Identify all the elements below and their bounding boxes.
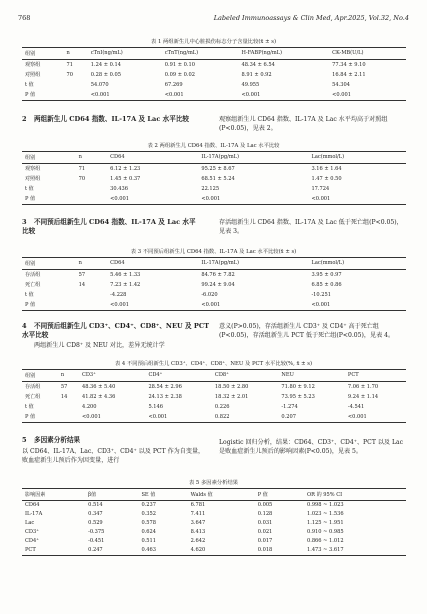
table-cell: 6.781 [190,502,206,509]
table-row [22,500,406,510]
table-cell: 3.16 ± 1.64 [311,165,342,172]
column-header: Walds 值 [188,489,255,501]
table-cell: -0.375 [88,529,105,536]
table-cell: <0.001 [347,413,367,420]
column-header: 组别 [22,48,63,60]
column-header: IL-17A(pg/mL) [198,152,308,164]
table-cell: -0.451 [88,538,105,545]
table3-caption: 表 3 不同预后组新生儿 CD64 指数、IL-17A 及 Lac 水平比较(x̄ ± s) [130,249,297,255]
table-cell: 71 [66,61,73,68]
table-row [22,546,406,556]
section-number: 4 [22,322,27,330]
table-cell: <0.001 [332,91,352,98]
table-cell: <0.001 [201,195,221,202]
table5 [22,488,406,556]
column-header: OR 的 95% CI [304,489,406,501]
section-5-heading [22,436,202,445]
table2 [22,151,406,205]
table-cell: 1.023 ~ 1.536 [306,511,344,518]
table-row [22,537,406,546]
table4-caption: 表 4 不同预后组新生儿 CD3⁺、CD4⁺、CD8⁺、NEU 及 PCT 水平比较(%, x̄ ± s) [114,361,313,367]
column-header: cTnI(ng/mL) [88,48,162,60]
table-cell: t 值 [25,292,34,299]
table-cell: 存活组 [25,272,41,279]
table-row [22,174,406,184]
table-cell: 67.269 [164,81,183,88]
section-title: 不同预后组新生儿 CD3⁺、CD4⁺、CD8⁺、NEU 及 PCT 水平比较 [22,322,210,339]
running-header [18,14,409,24]
table-cell: 71 [78,165,86,172]
table-row [22,90,406,101]
table-cell: <0.001 [311,301,331,308]
table-cell: 3.95 ± 0.97 [311,271,342,278]
table-cell: 5.146 [148,403,164,410]
table-cell: 0.237 [141,502,157,509]
table-cell: 71.80 ± 9.12 [281,383,315,390]
table-header-row [22,489,406,501]
table-cell: 8.413 [190,529,206,536]
table-cell: 6.12 ± 1.23 [110,165,141,172]
section-title: 两组新生儿 CD64 指数、IL-17A 及 Lac 水平比较 [34,115,190,123]
column-header: cTnT(ng/mL) [162,48,239,60]
table-cell: <0.001 [164,91,184,98]
table-cell: 1.45 ± 0.37 [110,175,141,182]
table-cell: 48.34 ± 6.54 [241,61,275,68]
column-header: n [76,152,107,164]
table-row [22,392,406,402]
table-cell: 6.85 ± 0.86 [311,281,342,288]
table-cell: 死亡组 [25,282,41,289]
table-cell: 95.25 ± 8.67 [201,165,235,172]
table-cell: 0.514 [88,502,103,509]
journal-name: Labeled Immunoassays & Clin Med, Apr.2025, Vol.32, No.4 [213,14,409,22]
table-cell: 17.724 [311,185,330,192]
table-cell: 18.32 ± 2.01 [214,393,249,400]
table-cell: CD3⁺ [25,529,39,536]
column-header: 组别 [22,152,76,164]
column-header: CD4⁺ [145,370,211,382]
section-5-body-right: Logistic 回归分析，结果：CD64、CD3⁺、CD4⁺、PCT 以及 Lac 是败血症新生儿预后的影响因素(P<0.05)，见表 5。 [219,439,404,455]
table-cell: 4.200 [81,403,97,410]
section-number: 3 [22,218,27,226]
column-header: Lac(mmol/L) [308,152,406,164]
table-cell: 41.82 ± 4.36 [81,393,116,400]
page-number: 768 [18,14,31,22]
table-cell: 0.207 [281,413,296,420]
column-header: 影响因素 [22,489,85,501]
table-cell: <0.001 [311,195,331,202]
table-cell: 54.304 [332,81,350,88]
table-cell: 0.347 [88,511,103,518]
table-cell: 57 [78,271,86,278]
table-cell: 0.463 [141,547,157,554]
table-cell: 70 [78,175,86,182]
table-cell: 对照组 [25,72,41,79]
table-cell: -1.274 [281,403,298,410]
table-cell: 48.36 ± 5.40 [81,383,116,390]
table-cell: 5.46 ± 1.33 [110,271,141,278]
table-cell: 0.529 [88,520,103,527]
table-cell: CD64 [25,502,40,509]
table-row [22,70,406,80]
table-row [22,163,406,174]
section-5-body-left: 以 CD64、IL-17A、Lac、CD3⁺、CD4⁺ 以及 PCT 作为自变量，败血症新生儿预后作为因变量，进行 [22,448,205,464]
table-cell: 2.642 [190,538,206,545]
table-row [22,280,406,290]
table-cell: 对照组 [25,176,41,183]
table-cell: 54.070 [90,81,109,88]
table-cell: 8.91 ± 0.92 [241,71,272,78]
table-cell: 0.578 [141,520,157,527]
column-header: CD64 [107,152,198,164]
table-row [22,59,406,70]
table-cell: P 值 [25,414,36,421]
table-cell: 观察组 [25,62,41,69]
column-header: β值 [85,489,138,501]
table-cell: P 值 [25,302,36,309]
table-row [22,290,406,300]
table-cell: -10.251 [311,291,331,298]
table-cell: 0.09 ± 0.02 [164,71,195,78]
table4 [22,369,406,423]
table-row [22,412,406,423]
table-cell: PCT [25,547,36,554]
table-cell: 57 [60,383,68,390]
table-header-row [22,152,406,164]
table-cell: 0.018 [257,547,273,554]
column-header: CD64 [107,258,198,270]
column-header: IL-17A(pg/mL) [198,258,308,270]
table-cell [63,90,87,101]
table-cell: 49.955 [241,81,260,88]
section-4-heading [22,322,212,340]
table-cell: <0.001 [110,195,129,202]
table-cell: 0.28 ± 0.05 [90,71,121,78]
table-cell [63,80,87,90]
table-cell: 3.647 [190,520,206,527]
table-cell: 0.226 [214,403,230,410]
table-cell: -4.541 [347,403,365,410]
table-cell [76,184,107,194]
table-cell: <0.001 [110,301,129,308]
table-row [22,194,406,205]
table-cell: P 值 [25,196,36,203]
section-4-body-right: 意义(P>0.05)，存活组新生儿 CD3⁺ 及 CD4⁺ 高于死亡组(P<0.05)，存活组新生儿 PCT 低于死亡组(P<0.05)，见表 4。 [219,323,395,339]
table-row [22,519,406,528]
table-cell: 观察组 [25,166,41,173]
table-cell: 68.51 ± 5.24 [201,175,235,182]
table-cell: 0.624 [141,529,157,536]
table-row [22,381,406,392]
column-header: CK-MB(U/L) [329,48,406,60]
table-cell: 77.34 ± 9.10 [332,61,366,68]
column-header: Lac(mmol/L) [308,258,406,270]
table-cell: 0.910 ~ 0.985 [306,529,344,536]
column-header: n [76,258,107,270]
table-header-row [22,258,406,270]
table-cell: 84.76 ± 7.82 [201,271,235,278]
table1 [22,47,406,101]
table-cell: 0.866 ~ 1.012 [306,538,344,545]
table-cell: 7.23 ± 1.42 [110,281,141,288]
table-cell: 9.24 ± 1.14 [347,393,379,400]
table-cell: t 值 [25,186,34,193]
table-cell: 70 [66,71,73,78]
table-cell [76,194,107,205]
table-cell: <0.001 [81,413,101,420]
column-header: n [58,370,79,382]
table-cell: 0.017 [257,538,273,545]
table-cell: 0.247 [88,547,103,554]
table-cell: 24.13 ± 2.38 [148,393,182,400]
table-cell: 22.125 [201,185,220,192]
table-cell: 1.473 ~ 3.617 [306,547,344,554]
table-cell: 1.47 ± 0.50 [311,175,342,182]
table-cell: <0.001 [148,413,168,420]
table3 [22,257,406,311]
table-cell: 0.91 ± 0.10 [164,61,195,68]
table-cell: 0.128 [257,511,273,518]
section-2-body: 观察组新生儿 CD64 指数、IL-17A 及 Lac 水平均高于对照组(P<0.05)，见表 2。 [219,116,388,132]
column-header: n [63,48,87,60]
table-cell [58,412,79,423]
table-cell: CD4⁺ [25,538,39,545]
table-cell: 0.005 [257,502,273,509]
section-title: 不同预后组新生儿 CD64 指数、IL-17A 及 Lac 水平比较 [22,218,196,235]
table-cell: 99.24 ± 9.04 [201,281,235,288]
column-header: CD8⁺ [212,370,278,382]
table-cell: <0.001 [201,301,221,308]
table-row [22,184,406,194]
table-row [22,510,406,519]
column-header: H-FABP(ng/mL) [238,48,329,60]
table-cell [76,290,107,300]
column-header: 组别 [22,370,58,382]
section-4-body-left: 两组新生儿 CD8⁺ 及 NEU 对比，差异无统计学 [34,342,165,349]
table-row [22,269,406,280]
table5-caption: 表 5 多因素分析结果 [188,480,239,486]
column-header: CD3⁺ [79,370,145,382]
table-cell: 0.998 ~ 1.023 [306,502,344,509]
table-cell: 30.436 [110,185,128,192]
table-cell: Lac [25,520,35,527]
column-header: P 值 [255,489,304,501]
table-cell: 7.06 ± 1.70 [347,383,379,390]
section-3-heading [22,218,202,236]
table-row [22,528,406,537]
table-cell: -6.020 [201,291,218,298]
table2-caption: 表 2 两组新生儿 CD64 指数、IL-17A 及 Lac 水平比较 [147,143,280,149]
section-title: 多因素分析结果 [34,436,81,444]
table-cell: 死亡组 [25,394,41,401]
table-cell: t 值 [25,404,34,411]
table-cell: t 值 [25,82,34,89]
table-cell: 存活组 [25,384,41,391]
table-cell: 0.822 [214,413,230,420]
column-header: NEU [278,370,344,382]
table-header-row [22,370,406,382]
table-cell: 1.24 ± 0.14 [90,61,121,68]
column-header: SE 值 [138,489,187,501]
table-cell: 73.95 ± 5.23 [281,393,315,400]
table-cell [76,300,107,311]
table-cell: 1.125 ~ 1.951 [306,520,344,527]
table-cell: 14 [78,281,86,288]
section-2-heading [22,115,202,124]
table-cell: -4.228 [110,291,127,298]
table-cell: 7.411 [190,511,206,518]
table-header-row [22,48,406,60]
table1-caption: 表 1 两组新生儿中心脏损伤标志分子含量比较(x̄ ± s) [150,39,277,45]
table-cell: 0.352 [141,511,157,518]
table-cell: 16.84 ± 2.11 [332,71,366,78]
table-cell: IL-17A [25,511,43,518]
table-row [22,300,406,311]
table-cell [58,402,79,412]
column-header: PCT [345,370,406,382]
table-cell: 18.50 ± 2.80 [214,383,249,390]
section-number: 5 [22,436,27,444]
table-cell: 4.620 [190,547,206,554]
section-3-body: 存活组新生儿 CD64 指数、IL-17A 及 Lac 低于死亡组(P<0.05)，见表 3。 [219,219,403,235]
table-cell: 28.54 ± 2.96 [148,383,182,390]
table-row [22,80,406,90]
table-cell: 0.031 [257,520,273,527]
table-cell: <0.001 [241,91,261,98]
table-cell: 0.511 [141,538,157,545]
section-number: 2 [22,115,27,123]
table-cell: P 值 [25,92,36,99]
table-cell: 14 [60,393,68,400]
table-cell: <0.001 [90,91,110,98]
table-row [22,402,406,412]
column-header: 组别 [22,258,76,270]
table-cell: 0.021 [257,529,273,536]
